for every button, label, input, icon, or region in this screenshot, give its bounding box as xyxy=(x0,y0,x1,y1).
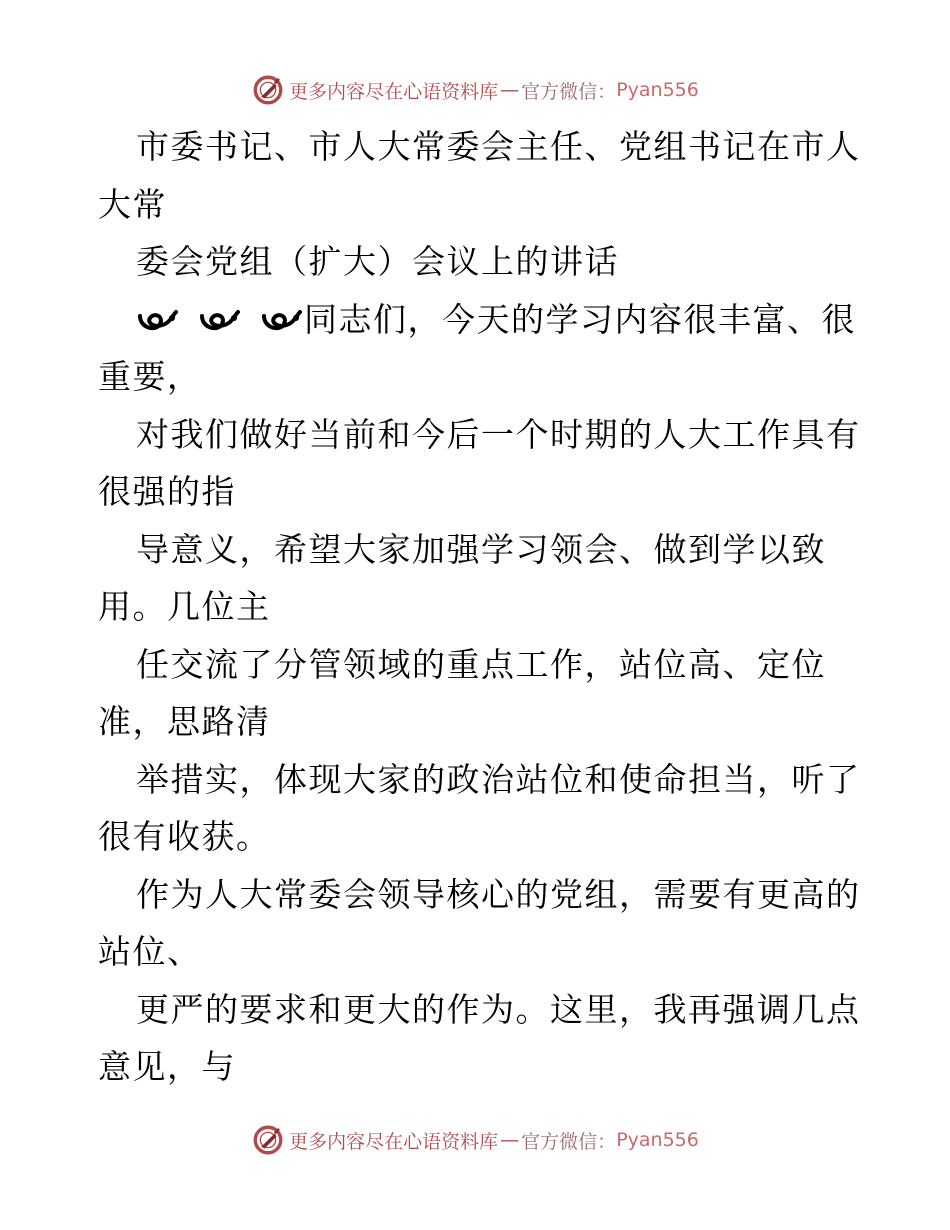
document-title-line: 委会党组（扩大）会议上的讲话 xyxy=(136,242,619,281)
text-line: 很有收获。 xyxy=(98,817,271,856)
pen-nib-logo-icon xyxy=(251,73,285,107)
text-line: 站位、 xyxy=(98,932,202,971)
text-line: 市委书记、市人大常委会主任、党组书记在市人 xyxy=(136,127,861,166)
header-watermark xyxy=(0,70,950,110)
watermark-wechat-id: Pyan556 xyxy=(616,79,699,101)
text-line: 对我们做好当前和今后一个时期的人大工作具有 xyxy=(136,414,861,454)
watermark-wechat-id: Pyan556 xyxy=(616,1129,699,1151)
text-line: 任交流了分管领域的重点工作，站位高、定位 xyxy=(136,644,826,684)
text-line: 准，思路清 xyxy=(98,702,271,741)
flourish-ornament-icon xyxy=(198,306,242,334)
text-segment: 同志们，今天的学习内容很丰富、很 xyxy=(304,299,856,339)
text-line: 用。几位主 xyxy=(98,587,271,626)
text-line: 重要， xyxy=(98,357,202,396)
watermark-wechat-label: 官方微信： xyxy=(521,1130,617,1153)
watermark-dash: — xyxy=(500,1129,520,1151)
text-line: 导意义，希望大家加强学习领会、做到学以致 xyxy=(136,529,826,569)
text-line: 作为人大常委会领导核心的党组，需要有更高的 xyxy=(136,874,861,914)
text-line: 大常 xyxy=(98,184,167,224)
watermark-dash: — xyxy=(500,79,520,101)
footer-watermark xyxy=(0,1120,950,1160)
watermark-wechat-label: 官方微信： xyxy=(521,80,617,103)
watermark-text: 更多内容尽在心语资料库 xyxy=(289,80,499,103)
document-body xyxy=(98,118,861,1096)
watermark-text: 更多内容尽在心语资料库 xyxy=(289,1130,499,1153)
flourish-ornament-icon xyxy=(136,306,180,334)
text-line: 更严的要求和更大的作为。这里，我再强调几点 xyxy=(136,989,861,1029)
text-line: 很强的指 xyxy=(98,472,236,511)
text-line: 意见，与 xyxy=(98,1047,236,1086)
flourish-ornament-icon xyxy=(260,306,304,334)
text-line: 举措实，体现大家的政治站位和使命担当，听了 xyxy=(136,759,861,799)
pen-nib-logo-icon xyxy=(251,1123,285,1157)
text-line-with-ornaments xyxy=(98,291,858,349)
